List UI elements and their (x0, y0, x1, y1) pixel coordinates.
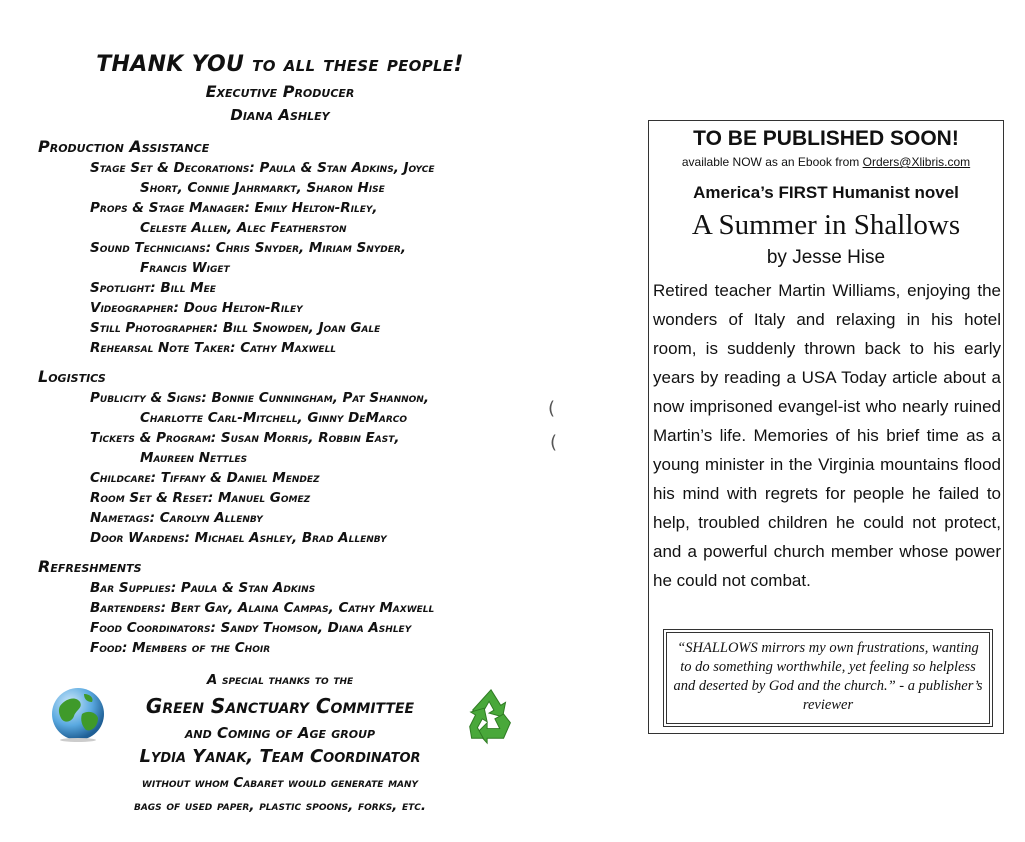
credit-line: Childcare: Tiffany & Daniel Mendez (90, 470, 320, 486)
credit-line: Celeste Allen, Alec Featherston (140, 220, 347, 236)
credit-line: Bartenders: Bert Gay, Alaina Campas, Cathy Maxwell (90, 600, 435, 616)
publish-heading: TO BE PUBLISHED SOON! (693, 127, 959, 150)
credit-line: Door Wardens: Michael Ashley, Brad Allenby (90, 530, 387, 546)
coordinator-name: Lydia Yanak, Team Coordinator (139, 746, 421, 767)
special-thanks-intro: A special thanks to the (206, 672, 354, 688)
credit-line: Maureen Nettles (140, 450, 248, 466)
book-title: A Summer in Shallows (691, 209, 961, 241)
credit-line: Food Coordinators: Sandy Thomson, Diana Ashley (90, 620, 412, 636)
credit-line: Nametags: Carolyn Allenby (90, 510, 263, 526)
credit-line: Francis Wiget (140, 260, 230, 276)
credit-line: Tickets & Program: Susan Morris, Robbin East, (90, 430, 400, 446)
book-tagline: America’s FIRST Humanist novel (693, 183, 959, 202)
credit-line: Props & Stage Manager: Emily Helton-Riley, (90, 200, 378, 216)
credit-line: Bar Supplies: Paula & Stan Adkins (90, 580, 316, 596)
credit-line: Food: Members of the Choir (90, 640, 271, 656)
committee-name: Green Sanctuary Committee (145, 694, 415, 718)
review-quote: “SHALLOWS mirrors my own frustrations, wanting to do something worthwhile, yet feeling so helpless and deserted by God and the church.” - a publisher’s reviewer (666, 632, 990, 724)
executive-producer-label: Executive Producer (205, 82, 355, 101)
credit-line: Room Set & Reset: Manuel Gomez (90, 490, 311, 506)
credit-line: Short, Connie Jahrmarkt, Sharon Hise (140, 180, 385, 196)
logistics-heading: Logistics (38, 367, 106, 386)
special-thanks-line: bags of used paper, plastic spoons, forks, etc. (133, 798, 427, 814)
page-title: THANK YOU to all these people! (96, 52, 464, 77)
credit-line: Spotlight: Bill Mee (90, 280, 216, 296)
credit-line: Publicity & Signs: Bonnie Cunningham, Pat Shannon, (90, 390, 429, 406)
recycle-icon (460, 684, 522, 746)
credit-line: Videographer: Doug Helton-Riley (90, 300, 303, 316)
credit-line: Rehearsal Note Taker: Cathy Maxwell (90, 340, 337, 356)
book-author: by Jesse Hise (766, 247, 886, 268)
production-heading: Production Assistance (38, 137, 210, 156)
credit-line: Stage Set & Decorations: Paula & Stan Adkins, Joyce (90, 160, 435, 176)
ebook-availability (649, 155, 1003, 169)
order-link[interactable]: Orders@Xlibris.com (862, 155, 971, 169)
credit-line: Charlotte Carl-Mitchell, Ginny DeMarco (140, 410, 408, 426)
book-blurb: Retired teacher Martin Williams, enjoying the wonders of Italy and relaxing in his hotel room, is suddenly thrown back to his early years by reading a USA Today article about a now imprisoned evangel-ist who nearly ruined Martin’s life. Memories of his brief time as a young minister in the Virginia mountains flood his mind with regrets for people he failed to help, troubled children he could not protect, and a powerful church member whose power he could not combat. (653, 281, 1001, 590)
credit-line: Still Photographer: Bill Snowden, Joan Gale (90, 320, 381, 336)
book-announcement-box (648, 120, 1004, 734)
group-name: and Coming of Age group (184, 724, 376, 742)
credit-line: Sound Technicians: Chris Snyder, Miriam Snyder, (90, 240, 406, 256)
special-thanks-line: without whom Cabaret would generate many (141, 775, 419, 791)
refreshments-heading: Refreshments (38, 557, 142, 576)
availability-text: available NOW as an Ebook from (681, 155, 863, 169)
review-quote-box (663, 629, 993, 727)
globe-icon (50, 686, 106, 742)
margin-mark: ( (550, 432, 558, 453)
margin-mark: ( (548, 398, 556, 419)
executive-producer-name: Diana Ashley (230, 106, 330, 124)
